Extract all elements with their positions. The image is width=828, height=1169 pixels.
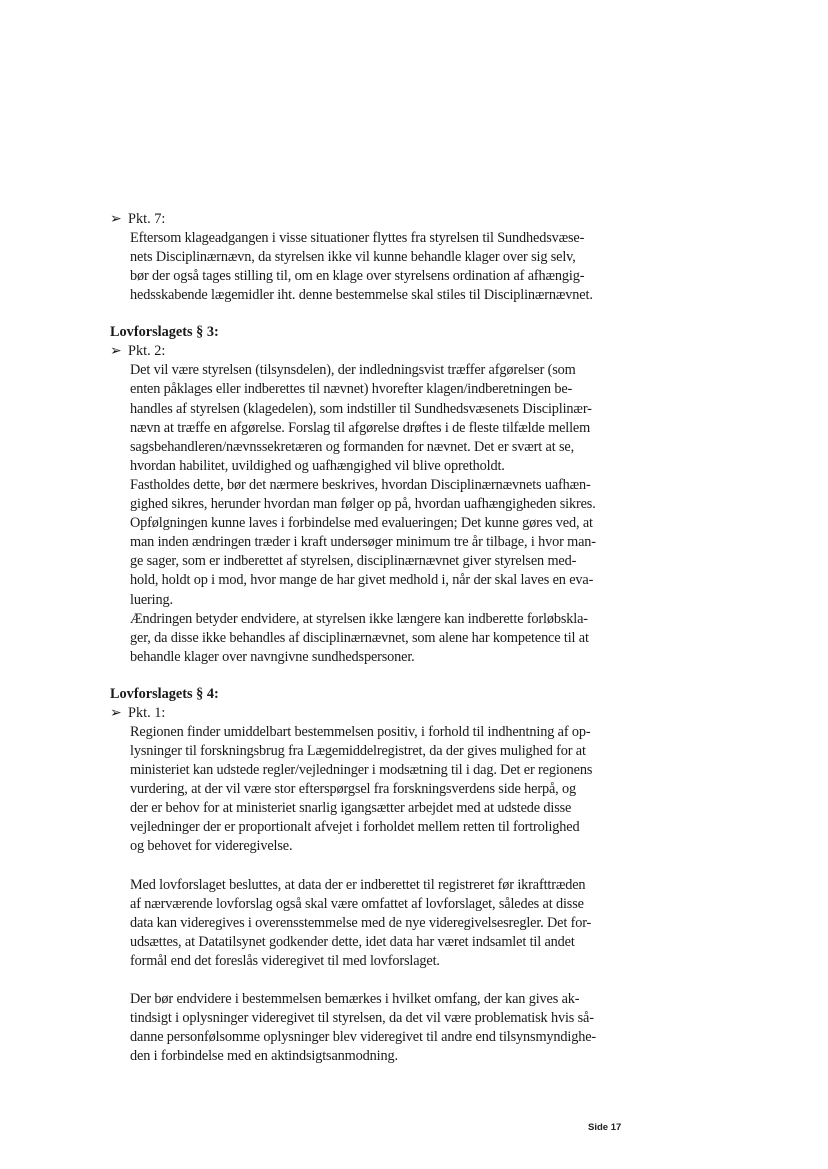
text-line: der er behov for at ministeriet snarlig igangsætter arbejdet med at udstede disse [130,800,572,817]
paragraph-gap [130,857,630,876]
list-item-pkt1 [110,704,630,723]
text-line: udsættes, at Datatilsynet godkender dette, idet data har været indsamlet til andet [130,933,575,950]
paragraph [130,229,630,305]
text-line: tindsigt i oplysninger videregivet til styrelsen, da det vil være problematisk hvis så- [130,1010,594,1027]
section-heading: Lovforslagets § 4: [110,685,219,702]
section-heading: Lovforslagets § 3: [110,324,219,341]
arrow-bullet-icon: ➢ [110,211,122,227]
text-line: luering. [130,591,173,608]
text-line: Ændringen betyder endvidere, at styrelsen ikke længere kan indberette forløbskla- [130,610,588,627]
text-line: Der bør endvidere i bestemmelsen bemærkes i hvilket omfang, der kan gives ak- [130,991,580,1007]
text-line: nævn at træffe en afgørelse. Forslag til afgørelse drøftes i de fleste tilfælde mellem [130,419,591,436]
text-line: gighed sikres, herunder hvordan man følger op på, hvordan uafhængigheden sikres. [130,496,596,513]
section-paragraph-3 [110,323,630,667]
text-line: vurdering, at der vil være stor efterspørgsel fra forskningsverdens side herpå, og [130,781,576,798]
text-line: handles af styrelsen (klagedelen), som indstiller til Sundhedsvæsenets Disciplinær- [130,400,592,417]
text-line: data kan videregives i overensstemmelse med de nye videregivelsesregler. Det for- [130,914,592,931]
text-line: nets Disciplinærnævn, da styrelsen ikke vil kunne behandle klager over sig selv, [130,249,576,266]
section-paragraph-4 [110,685,630,1067]
text-line: sagsbehandleren/nævnssekretæren og formanden for nævnet. Det er svært at se, [130,438,574,455]
text-line: ger, da disse ikke behandles af disciplinærnævnet, som alene har kompetence til at [130,629,589,646]
text-line: formål end det foreslås videregivet til med lovforslaget. [130,952,440,969]
arrow-bullet-icon: ➢ [110,343,122,360]
text-line: Det vil være styrelsen (tilsynsdelen), der indledningsvist træffer afgørelser (som [130,362,576,379]
page-number: Side 17 [588,1122,622,1133]
text-line: af nærværende lovforslag også skal være omfattet af lovforslaget, således at disse [130,895,584,912]
text-line: Regionen finder umiddelbart bestemmelsen positiv, i forhold til indhentning af op- [130,723,591,740]
text-line: den i forbindelse med en aktindsigtsanmodning. [130,1048,398,1065]
paragraph-gap [130,971,630,990]
text-line: danne personfølsomme oplysninger blev videregivet til andre end tilsynsmyndighe- [130,1029,597,1046]
text-line: Fastholdes dette, bør det nærmere beskrives, hvordan Disciplinærnævnets uafhæn- [130,476,591,493]
text-line: vejledninger der er proportionalt afvejet i forholdet mellem retten til fortrolighed [130,819,580,836]
paragraph [130,723,630,1067]
text-line: man inden ændringen træder i kraft undersøger minimum tre år tilbage, i hvor man- [130,534,596,551]
text-line: ministeriet kan udstede regler/vejledninger i modsætning til i dag. Det er regionens [130,762,593,779]
item-label: Pkt. 1: [128,704,166,721]
text-line: enten påklages eller indberettes til nævnet) hvorefter klagen/indberetningen be- [130,381,573,398]
list-item-pkt7 [110,210,630,229]
text-line: Opfølgningen kunne laves i forbindelse med evalueringen; Det kunne gøres ved, at [130,515,593,532]
text-line: Eftersom klageadgangen i visse situationer flyttes fra styrelsen til Sundhedsvæse- [130,230,585,246]
text-line: lysninger til forskningsbrug fra Lægemiddelregistret, da der gives mulighed for at [130,742,586,759]
text-line: og behovet for videregivelse. [130,838,293,855]
text-line: hedsskabende lægemidler iht. denne bestemmelse skal stiles til Disciplinærnævnet. [130,287,593,304]
list-item-pkt2 [110,342,630,361]
text-line: hvordan habilitet, uvildighed og uafhængighed vil blive opretholdt. [130,457,505,474]
text-line: ge sager, som er indberettet af styrelsen, disciplinærnævnet giver styrelsen med- [130,553,577,570]
item-label: Pkt. 7: [128,211,166,227]
arrow-bullet-icon: ➢ [110,704,122,721]
text-line: Med lovforslaget besluttes, at data der er indberettet til registreret før ikrafttræden [130,876,586,893]
text-line: hold, holdt op i mod, hvor mange de har givet medhold i, når der skal laves en eva- [130,572,594,589]
paragraph [130,361,630,667]
text-line: bør der også tages stilling til, om en klage over styrelsens ordination af afhængig- [130,268,585,285]
text-line: behandle klager over navngivne sundhedspersoner. [130,648,415,665]
document-body [110,210,630,1066]
item-label: Pkt. 2: [128,343,166,360]
